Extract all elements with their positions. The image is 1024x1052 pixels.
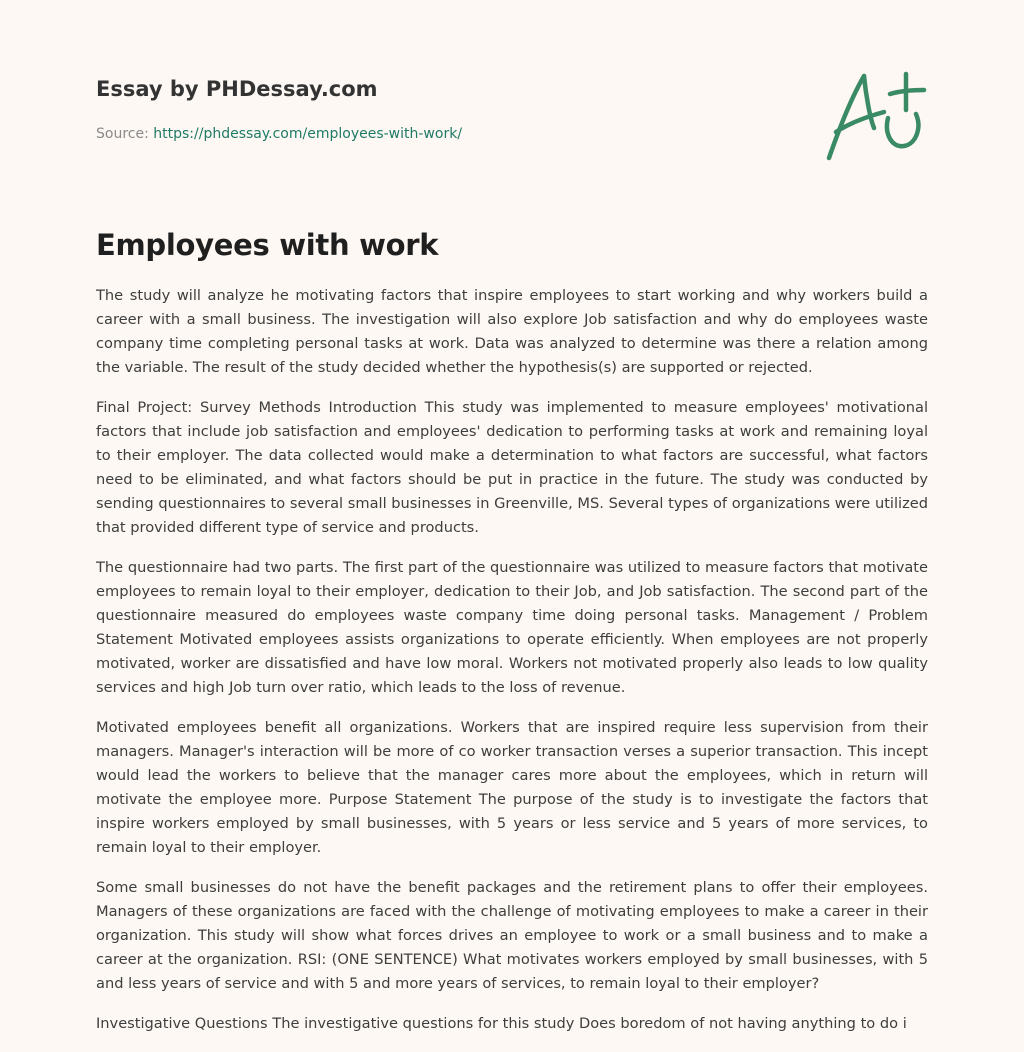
article-paragraph: Motivated employees benefit all organizations. Workers that are inspired require less supervision from their managers. Manager's interaction will be more of co worker transaction verses a superior transaction. This incept would lead the workers to believe that the manager cares more about the employees, which in return will motivate the employee more. Purpose Statement The purpose of the study is to investigate the factors that inspire workers employed by small businesses, with 5 years or less service and 5 years of more services, to remain loyal to their employer. xyxy=(96,719,928,856)
article-paragraph: Some small businesses do not have the benefit packages and the retirement plans to offer their employees. Managers of these organizations are faced with the challenge of motivating employees to make a career in their organization. This study will show what forces drives an employee to work or a small business and to make a career at the organization. RSI: (ONE SENTENCE) What motivates workers employed by small businesses, with 5 and less years of service and with 5 and more years of services, to remain loyal to their employer? xyxy=(96,879,928,992)
site-brand: Essay by PHDessay.com xyxy=(96,77,378,101)
article-paragraph: Final Project: Survey Methods Introduction This study was implemented to measure employees' motivational factors that include job satisfaction and employees' dedication to performing tasks at work and remaining loyal to their employer. The data collected would make a determination to what factors are successful, what factors need to be eliminated, and what factors should be put in practice in the future. The study was conducted by sending questionnaires to several small businesses in Greenville, MS. Several types of organizations were utilized that provided different type of service and products. xyxy=(96,399,928,536)
source-line xyxy=(96,124,462,144)
source-link[interactable]: https://phdessay.com/employees-with-work/ xyxy=(153,126,463,142)
article-paragraph: The study will analyze he motivating factors that inspire employees to start working and why workers build a career with a small business. The investigation will also explore Job satisfaction and why do employees waste company time completing personal tasks at work. Data was analyzed to determine was there a relation among the variable. The result of the study decided whether the hypothesis(s) are supported or rejected. xyxy=(96,287,928,376)
a-plus-grade-icon xyxy=(822,66,932,166)
article-body xyxy=(96,284,928,1052)
site-header xyxy=(96,74,796,104)
article-title: Employees with work xyxy=(96,228,439,262)
article-paragraph: The questionnaire had two parts. The first part of the questionnaire was utilized to measure factors that motivate employees to remain loyal to their employer, dedication to their Job, and Job satisfaction. The second part of the questionnaire measured do employees waste company time doing personal tasks. Management / Problem Statement Motivated employees assists organizations to operate efficiently. When employees are not properly motivated, worker are dissatisfied and have low moral. Workers not motivated properly also leads to low quality services and high Job turn over ratio, which leads to the loss of revenue. xyxy=(96,559,928,696)
source-label: Source: xyxy=(96,126,149,142)
article-paragraph: Investigative Questions The investigative questions for this study Does boredom of not having anything to do i xyxy=(96,1015,907,1032)
